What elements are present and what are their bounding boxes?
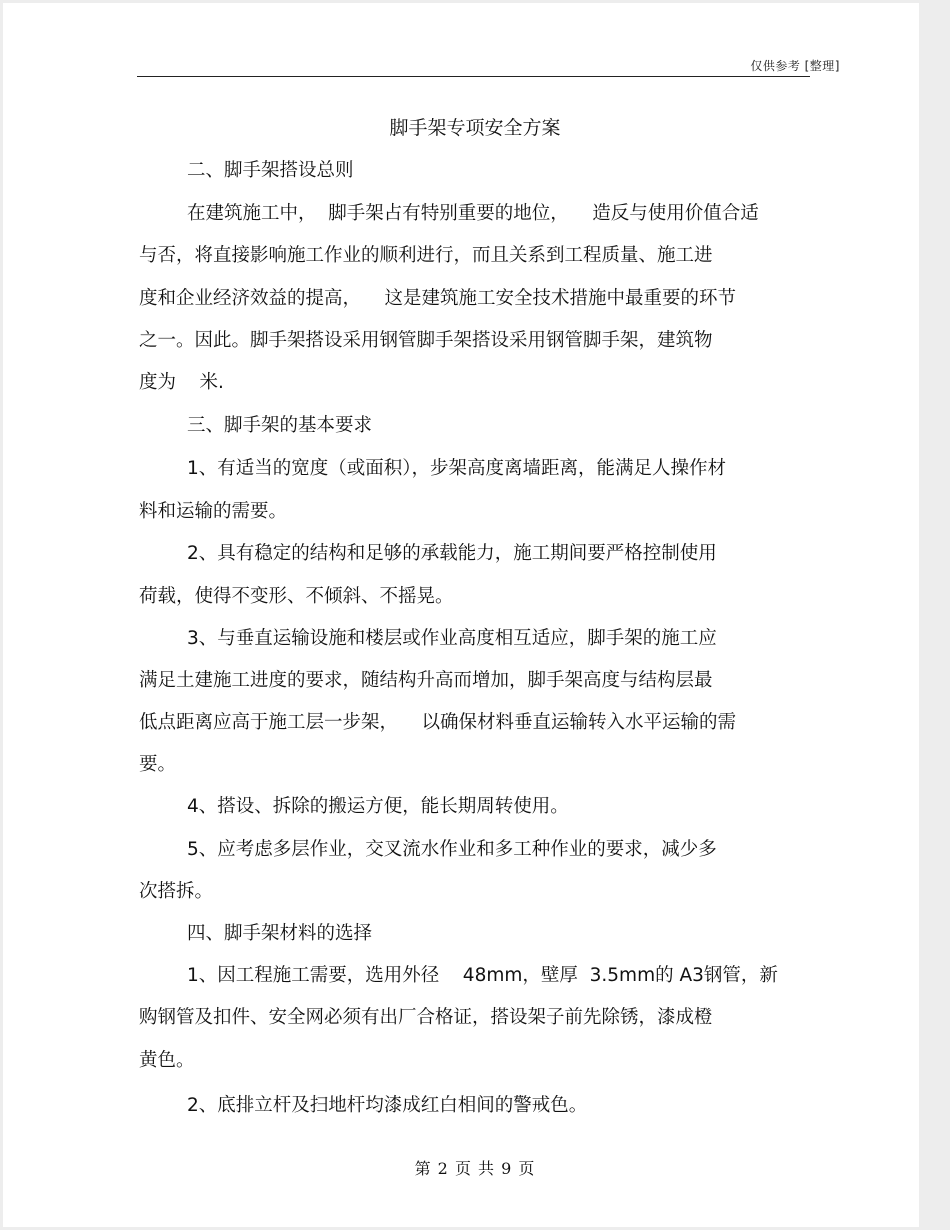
paragraph-line: 黄色。 — [139, 1050, 195, 1071]
paragraph-line: 购钢管及扣件、安全网必须有出厂合格证，搭设架子前先除锈，漆成橙 — [139, 1007, 713, 1028]
paragraph-line: 之一。因此。脚手架搭设采用钢管脚手架搭设采用钢管脚手架，建筑物 — [139, 330, 713, 351]
header-rule — [137, 76, 810, 77]
section-heading: 四、脚手架材料的选择 — [187, 923, 373, 944]
paragraph-line: 次搭拆。 — [139, 881, 214, 902]
page-footer: 第 2 页 共 9 页 — [414, 1159, 536, 1178]
paragraph-line: 度和企业经济效益的提高， 这是建筑施工安全技术措施中最重要的环节 — [139, 288, 737, 309]
paragraph-line: 2、具有稳定的结构和足够的承载能力，施工期间要严格控制使用 — [187, 543, 717, 564]
paragraph-line: 满足土建施工进度的要求，随结构升高而增加，脚手架高度与结构层最 — [139, 670, 713, 691]
section-heading: 三、脚手架的基本要求 — [187, 415, 373, 436]
paragraph-line: 2、底排立杆及扫地杆均漆成红白相间的警戒色。 — [187, 1095, 588, 1116]
paragraph-line: 与否，将直接影响施工作业的顺利进行，而且关系到工程质量、施工进 — [139, 245, 713, 266]
header-note: 仅供参考 [整理] — [750, 59, 840, 73]
paragraph-line: 要。 — [139, 754, 177, 775]
paragraph-line: 5、应考虑多层作业，交叉流水作业和多工种作业的要求，减少多 — [187, 839, 717, 860]
paragraph-line: 低点距离应高于施工层一步架， 以确保材料垂直运输转入水平运输的需 — [139, 712, 737, 733]
paragraph-line: 4、搭设、拆除的搬运方便，能长期周转使用。 — [187, 796, 569, 817]
paragraph-line: 度为 米. — [139, 372, 224, 393]
paragraph-line: 在建筑施工中， 脚手架占有特别重要的地位， 造反与使用价值合适 — [187, 203, 759, 224]
paragraph-line: 料和运输的需要。 — [139, 501, 288, 522]
document-page — [3, 3, 919, 1227]
paragraph-line: 3、与垂直运输设施和楼层或作业高度相互适应，脚手架的施工应 — [187, 628, 717, 649]
paragraph-line: 1、有适当的宽度（或面积），步架高度离墙距离，能满足人操作材 — [187, 458, 727, 479]
section-heading: 二、脚手架搭设总则 — [187, 160, 354, 181]
document-title: 脚手架专项安全方案 — [389, 117, 561, 139]
paragraph-line: 荷载，使得不变形、不倾斜、不摇晃。 — [139, 586, 454, 607]
paragraph-line: 1、因工程施工需要，选用外径 48mm，壁厚 3.5mm的 A3钢管，新 — [187, 965, 778, 986]
